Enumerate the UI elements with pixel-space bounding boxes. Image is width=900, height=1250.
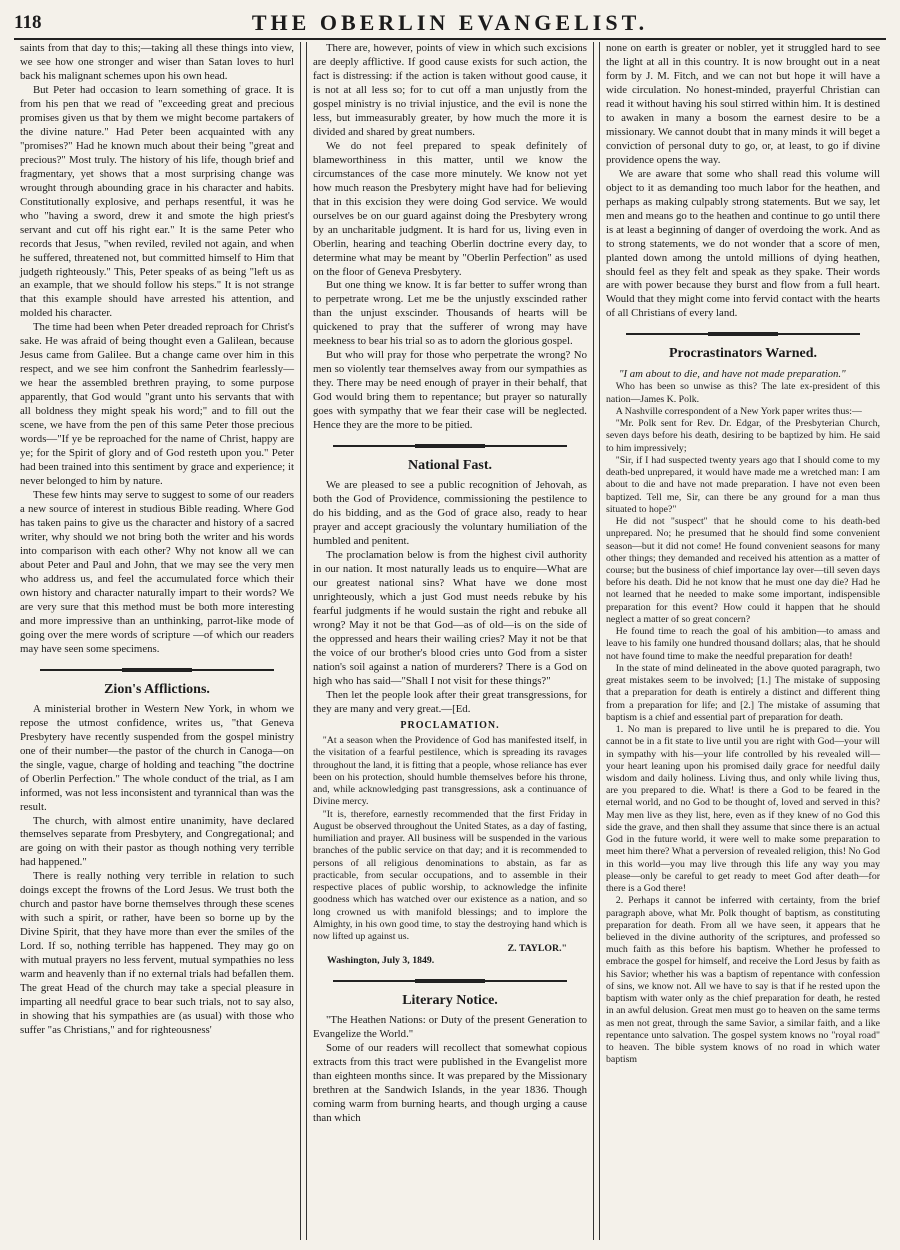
paragraph: We are pleased to see a public recognition of Jehovah, as both the God of Providence, commissioning the pestilence to do his bidding, and as the God of grace also, ready to hear prayer and accept graciously the voluntary humiliation of the humbled and penitent. (313, 479, 587, 548)
proclamation-signature: Z. TAYLOR." (507, 943, 567, 955)
paragraph: "Sir, if I had suspected twenty years ago that I should come to my death-bed unprepared, it would have made me a wretched man: I am about to die and have not made preparation. I have not even been baptized. Tell me, Sir, can there be any ground for a man thus situated to hope?" (606, 454, 880, 515)
paragraph: "At a season when the Providence of God has manifested itself, in the visitation of a fearful pestilence, which is spreading its ravages throughout the land, it is fitting that a people, whose reliance has ever been on his protection, should humble themselves before his throne, and, while acknowledging past transgressions, ask a continuance of Divine mercy. (313, 735, 587, 808)
paragraph: A ministerial brother in Western New York, in whom we repose the utmost confidence, writes us, "that Geneva Presbytery have recently suspended from the gospel ministry one of their number—the pastor of the church in Canoga—on the single, vague, charge of holding and teaching "the doctrine of Oberlin Perfection." The whole conduct of the trial, as I am informed, was not less inconsistent and tyrannical than was the result. (20, 702, 294, 813)
column-1 (14, 40, 300, 1240)
masthead (14, 8, 886, 40)
section-divider (333, 441, 567, 451)
paragraph: The church, with almost entire unanimity, have declared themselves separate from Presbytery, and Congregational; and are going on with their pastor as though nothing very terrible had happened." (20, 814, 294, 869)
column-rule (300, 42, 307, 1240)
section-heading-literary-notice: Literary Notice. (402, 992, 498, 1008)
paragraph: But one thing we know. It is far better to suffer wrong than to perpetrate wrong. Let me be the unjustly exscinded rather than the unjust exscinder. Thousands of hearts will be quickened to pray that the sufferer of wrong may have meekness to bear his trial so as to adorn the glorious gospel. (313, 279, 587, 348)
paragraph: 2. Perhaps it cannot be inferred with certainty, from the brief paragraph above, what Mr. Polk thought of baptism, as constituting preparation for death. From all we have seen, it appears that he believed in the divine authority of the scriptures, and professed so much faith as this before his baptism. Whether he professed to embrace the gospel for himself, and receive the Lord Jesus by faith as his Savior; whether his was a baptism of repentance with confession of sins, we know not. All we have to say is that if he rested upon the baptism with water only as the chief preparation for death, he rested in an awful delusion. Great men must go to heaven on the same terms as men not great, through the same Savior, a similar faith, and a like repentance unto salvation. The gospel system knows no "royal road" to heaven. The bible system knows of no road in which water baptism (606, 895, 880, 1066)
section-divider (333, 976, 567, 986)
section-divider (626, 329, 860, 339)
epigraph: "I am about to die, and have not made preparation." (618, 367, 846, 380)
section-divider (40, 665, 274, 675)
paragraph: saints from that day to this;—taking all these things into view, we see how one stronger and wiser than Satan loves to hurl back his malignant schemes upon his own head. (20, 42, 294, 82)
columns (14, 40, 886, 1240)
paragraph: But Peter had occasion to learn something of grace. It is from his pen that we read of "exceeding great and precious promises given us that by them we might become partakers of the divine nature." Had Peter been acquainted with any "promises?" Had he known much about their being "great and precious?" Most truly. The history of his life, though brief and fragmentary, yet shows that a most surprising change was wrought through abounding grace in his character and habits. Constitutionally explosive, and perhaps resentful, it was he who "having a sword, drew it and smote the high priest's servant and cut off his right ear." It is the same Peter who records that Jesus, "when reviled, reviled not again, and when he suffered, threatened not, but committed himself to Him that judgeth righteously." This, Peter speaks of as being "left us as an example, that we should follow his steps." It is not strange that this example should have arrested his attention, and molded his character. (20, 83, 294, 320)
column-2 (307, 40, 593, 1240)
paragraph: There is really nothing very terrible in relation to such doings except the frowns of the Lord Jesus. We trust both the church and pastor have borne themselves through these scenes with such a spirit, or rather, have been so borne up by the Divine Spirit, that they have more than ever the smiles of the Lord. If so, nothing terrible has happened. They may go on with mutual prayers no less fervent, mutual sympathies no less warm and heavenly than if no external trials had befallen them. The great Head of the church may take a special pleasure in imparting all needful grace to bear such trials, not to say also, in showing that his sympathies are (as usual) with those who suffer "as Christians," and for righteousness' (20, 870, 294, 1037)
proclamation-place-date: Washington, July 3, 1849. (327, 955, 435, 967)
paragraph: The time had been when Peter dreaded reproach for Christ's sake. He was afraid of being thought even a Galilean, because Jesus came from Galilee. But a change came over him in this respect, and we see him confront the Sanhedrim fearlessly—we hear the assembled brethren praying, to some purpose apparently, that God would "grant unto his servants that with all boldness they might speak his word;" and to fill out the scene, we have from the pen of this same Peter those precious words—"If ye be reproached for the name of Christ, happy are ye; for the Spirit of glory and of God resteth upon you." Peter had been trained into this sentiment by grace and experience; it never belonged to him by nature. (20, 321, 294, 488)
page-number: 118 (14, 12, 42, 33)
paragraph: In the state of mind delineated in the above quoted paragraph, two great mistakes seem to be involved; [1.] The mistake of supposing that a preparation for death is entirely a distinct and different thing from a preparation for life; and [2.] The mistake of assuming that baptism is a chief and essential part of preparation for death. (606, 662, 880, 723)
paragraph: "It is, therefore, earnestly recommended that the first Friday in August be observed throughout the United States, as a day of fasting, humiliation and prayer. All business will be suspended in the various branches of the public service on that day; and it is recommended to persons of all religious denominations to abstain, as far as practicable, from secular occupations, and to assemble in their respective places of public worship, to acknowledge the infinite goodness which has watched over our existence as a nation, and so long crowned us with manifold blessings; and to implore the Almighty, in his own good time, to stay the destroying hand which is now lifted up against us. (313, 808, 587, 942)
paragraph: "Mr. Polk sent for Rev. Dr. Edgar, of the Presbyterian Church, seven days before his death, desiring to be baptized by him. He said to him impressively; (606, 418, 880, 454)
section-heading-national-fast: National Fast. (408, 458, 492, 474)
section-heading-procrastinators-warned: Procrastinators Warned. (668, 346, 818, 362)
paragraph: Some of our readers will recollect that somewhat copious extracts from this tract were published in the Evangelist more than eighteen months since. It was prepared by the Missionary brethren at the Sandwich Islands, in the year 1836. Though coming warm from burning hearts, and though urging a cause than which (313, 1041, 587, 1124)
paragraph: These few hints may serve to suggest to some of our readers a new source of interest in studious Bible reading. Where God has taken pains to give us the character and history of a sacred writer, why should we not bring both the writer and his words into comparison with each other? Why not know all we can about Peter and Paul and John, that we may see the very men who address us, and feel the accumulated force which their own history and character naturally impart to their words? We are very sure that this method must be both more interesting and more impressive than an unthinking, parrot-like mode of going over the mere words of scripture —of which our readers may have seen some specimens. (20, 489, 294, 655)
paper-title: THE OBERLIN EVANGELIST. (251, 10, 649, 35)
paragraph: Then let the people look after their great transgressions, for they are many and very great.—[Ed. (313, 688, 587, 715)
paragraph: We are aware that some who shall read this volume will object to it as demanding too much labor for the heathen, and perhaps as making culpably strong statements. But we say, let men and means go to the heathen and continue to go until there is at least a beginning of danger of overdoing the work. And as to strong statements, we do not wonder that a score of men, planted down among the untold millions of dying heathen, should feel as they felt and speak as they spake. Their words are with power because they burst and flow from a full heart. Would that they might come into fervid contact with the hearts of all Christians of every land. (606, 167, 880, 320)
paragraph: Who has been so unwise as this? The late ex-president of this nation—James K. Polk. (606, 381, 880, 405)
paragraph: none on earth is greater or nobler, yet it struggled hard to see the light at all in this country. It is now brought out in a neat form by J. M. Fitch, and we can not but hope it will have a wide circulation. No honest-minded, prayerful Christian can read it without having his soul stirred within him. It is destined to awaken in many a bosom the earnest desire to be a missionary. We cannot doubt that in many minds it will beget a conviction of personal duty to go, or, at least, to go if divine providence opens the way. (606, 42, 880, 166)
paragraph: He found time to reach the goal of his ambition—to amass and leave to his family one hundred thousand dollars; alas, that he should not have found time to make the needful preparation for death! (606, 626, 880, 662)
paragraph: "The Heathen Nations: or Duty of the present Generation to Evangelize the World." (313, 1013, 587, 1040)
paragraph: We do not feel prepared to speak definitely of blameworthiness in this matter, until we know the circumstances of the case more minutely. We know not yet how much reason the Presbytery might have had for believing that in this excision they were doing God service. We would ourselves be on our guard against doing the Presbytery wrong by an uncharitable judgment. It is hard for us, living even in Oberlin, hearing and teaching Oberlin doctrine every day, to determine what may be meant by "Oberlin Perfection" as used on the floor of Geneva Presbytery. (313, 139, 587, 278)
paragraph: He did not "suspect" that he should come to his death-bed unprepared. No; he presumed that he should find some convenient season—but it did not come! He found convenient seasons for many other things; they demanded and received his attention as a matter of course; but the business of chief importance lay over—till seven days before his death. Did he not know that he must one day die? Had he not learned that he needed to make some important, indispensible preparation for this event? How could it happen that he should neglect a matter of so great concern? (606, 516, 880, 625)
proclamation-heading: PROCLAMATION. (400, 719, 500, 731)
section-heading-zions-afflictions: Zion's Afflictions. (104, 681, 210, 697)
column-rule (593, 42, 600, 1240)
procrastinators-body (606, 381, 880, 1066)
paragraph: But who will pray for those who perpetrate the wrong? No men so violently tear themselves away from our sympathies as they. There may be need enough of prayer in their behalf, that God would bring them to repentance; but prayer so naturally goes with sympathy that we fear their case will be neglected. Hence they are the more to be pitied. (313, 349, 587, 432)
paragraph: The proclamation below is from the highest civil authority in our nation. It most naturally leads us to enquire—What are our greatest national sins? What have we done most unrighteously, which a just God must needs rebuke by his fearful judgments if he would sustain the right and rebuke all wrong? May it not be that God—as of old—is on the side of the oppressed and hears their wailing cries? May it not be that the voice of our brother's blood cries unto God from a sister nation's soil against a nation of murderers? There is a God on high who has said—"Shall I not visit for these things?" (313, 549, 587, 687)
column-3 (600, 40, 886, 1240)
paragraph: A Nashville correspondent of a New York paper writes thus:— (615, 405, 862, 417)
proclamation-block (313, 720, 587, 968)
paragraph: There are, however, points of view in which such excisions are deeply afflictive. If good cause exists for such action, the fact is distressing: if the action is taken without good cause, it is not at all less so; for to cut off a man unjustly from the gospel ministry is no trivial injustice, and the evil is none the less, but immeasurably greater, by how much the more it is divided and shared by great numbers. (313, 42, 587, 138)
paragraph: 1. No man is prepared to live until he is prepared to die. You cannot be in a fit state to live until you are right with God—your will in sympathy with his—your life controlled by his revealed will—your heart leaning upon his promised daily grace for needful daily wisdom and daily holiness. Living thus, and only while living thus, are you prepared to die. What! is there a God to be feared in the eternal world, and no God to be thought of, loved and served in this? May men live as they list, here, even as if they knew of no God this side the grave, and then shall they assume that since there is an actual God in the future world, it were well to make some preparation to meet him there? What a perversion of revealed religion, this! No God in this world—you may live through this life any way you may please—only be careful to get ready to meet God after death—for there is a God there! (606, 724, 880, 895)
